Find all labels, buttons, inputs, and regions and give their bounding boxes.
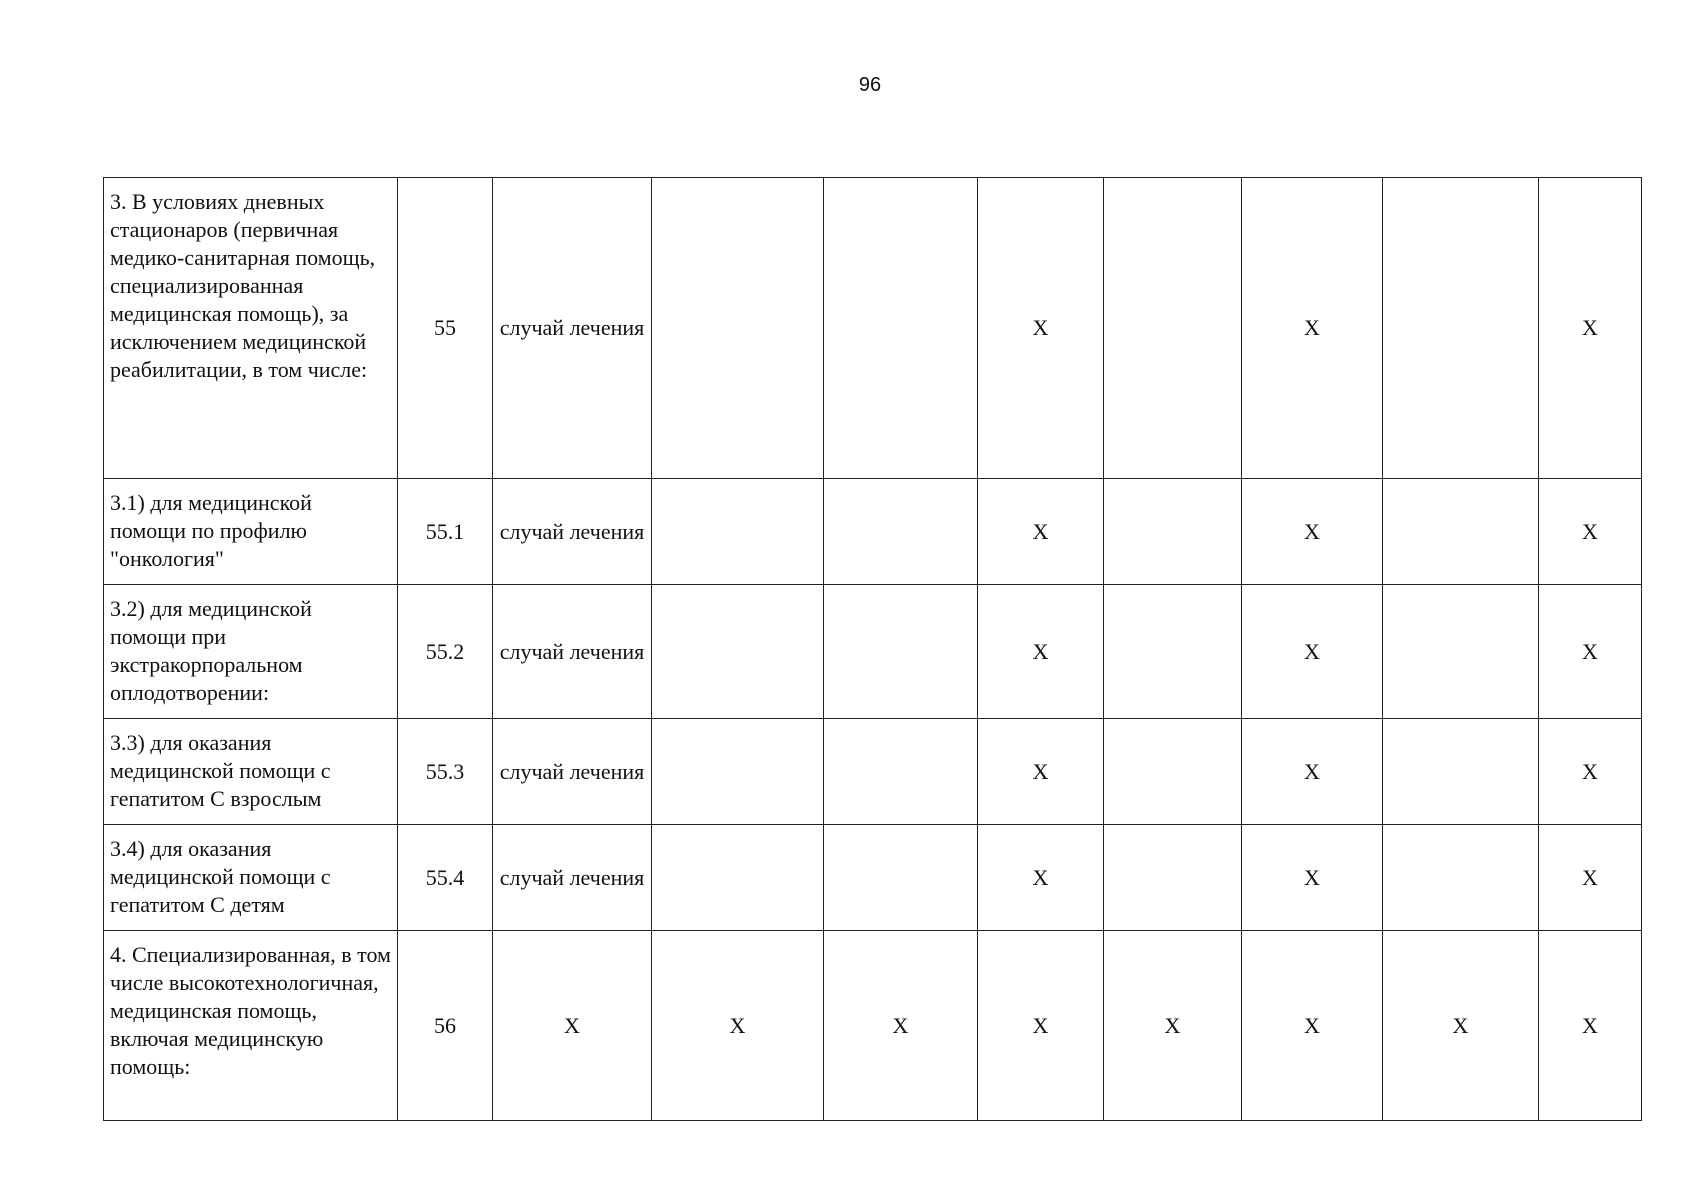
table-cell: X <box>978 585 1104 719</box>
table-cell: X <box>1242 479 1383 585</box>
table-cell: X <box>1383 931 1539 1121</box>
row-code: 55 <box>398 178 493 479</box>
table-cell <box>1383 479 1539 585</box>
table-cell <box>824 178 978 479</box>
table-cell <box>824 585 978 719</box>
table-cell <box>1104 825 1242 931</box>
row-label: 4. Специализированная, в том числе высокотехнологичная, медицинская помощь, включая медицинскую помощь: <box>104 931 398 1121</box>
row-code: 56 <box>398 931 493 1121</box>
row-code: 55.4 <box>398 825 493 931</box>
table-cell: X <box>1242 585 1383 719</box>
table-row <box>104 585 1642 719</box>
row-label: 3.4) для оказания медицинской помощи с гепатитом С детям <box>104 825 398 931</box>
row-unit: X <box>493 931 652 1121</box>
table-cell: X <box>824 931 978 1121</box>
table-row <box>104 719 1642 825</box>
table-cell <box>1383 719 1539 825</box>
table-cell <box>652 479 824 585</box>
row-unit: случай лечения <box>493 178 652 479</box>
table-cell: X <box>1242 931 1383 1121</box>
table-cell <box>652 719 824 825</box>
row-code: 55.2 <box>398 585 493 719</box>
table-cell <box>824 479 978 585</box>
row-label: 3. В условиях дневных стационаров (первичная медико-санитарная помощь, специализированная медицинская помощь), за исключением медицинской реабилитации, в том числе: <box>104 178 398 479</box>
table-cell: X <box>978 931 1104 1121</box>
data-table <box>103 177 1642 1121</box>
table-cell: X <box>1104 931 1242 1121</box>
page-number: 96 <box>858 74 882 96</box>
table-cell: X <box>1539 479 1642 585</box>
row-unit: случай лечения <box>493 719 652 825</box>
row-code: 55.1 <box>398 479 493 585</box>
row-unit: случай лечения <box>493 585 652 719</box>
table-row <box>104 479 1642 585</box>
table-cell: X <box>1242 825 1383 931</box>
table-cell <box>1104 719 1242 825</box>
row-unit: случай лечения <box>493 479 652 585</box>
table-cell <box>1104 585 1242 719</box>
table-cell: X <box>1539 178 1642 479</box>
table-cell: X <box>978 479 1104 585</box>
table-cell <box>1383 825 1539 931</box>
table-cell: X <box>1539 825 1642 931</box>
table-cell: X <box>1539 719 1642 825</box>
table-cell: X <box>1539 585 1642 719</box>
table-cell <box>824 825 978 931</box>
table-cell: X <box>1242 719 1383 825</box>
table-cell <box>652 825 824 931</box>
table-cell <box>1383 585 1539 719</box>
row-label: 3.3) для оказания медицинской помощи с гепатитом С взрослым <box>104 719 398 825</box>
table-row <box>104 931 1642 1121</box>
table-cell <box>652 178 824 479</box>
table-cell: X <box>1242 178 1383 479</box>
table-row <box>104 825 1642 931</box>
row-label: 3.2) для медицинской помощи при экстракорпоральном оплодотворении: <box>104 585 398 719</box>
table-cell <box>1104 178 1242 479</box>
row-code: 55.3 <box>398 719 493 825</box>
table-cell: X <box>978 719 1104 825</box>
table-cell <box>652 585 824 719</box>
table-cell: X <box>652 931 824 1121</box>
row-unit: случай лечения <box>493 825 652 931</box>
table-cell <box>1104 479 1242 585</box>
table-cell: X <box>1539 931 1642 1121</box>
table-row <box>104 178 1642 479</box>
table-cell <box>824 719 978 825</box>
table-cell: X <box>978 825 1104 931</box>
table-cell <box>1383 178 1539 479</box>
row-label: 3.1) для медицинской помощи по профилю "онкология" <box>104 479 398 585</box>
table-cell: X <box>978 178 1104 479</box>
